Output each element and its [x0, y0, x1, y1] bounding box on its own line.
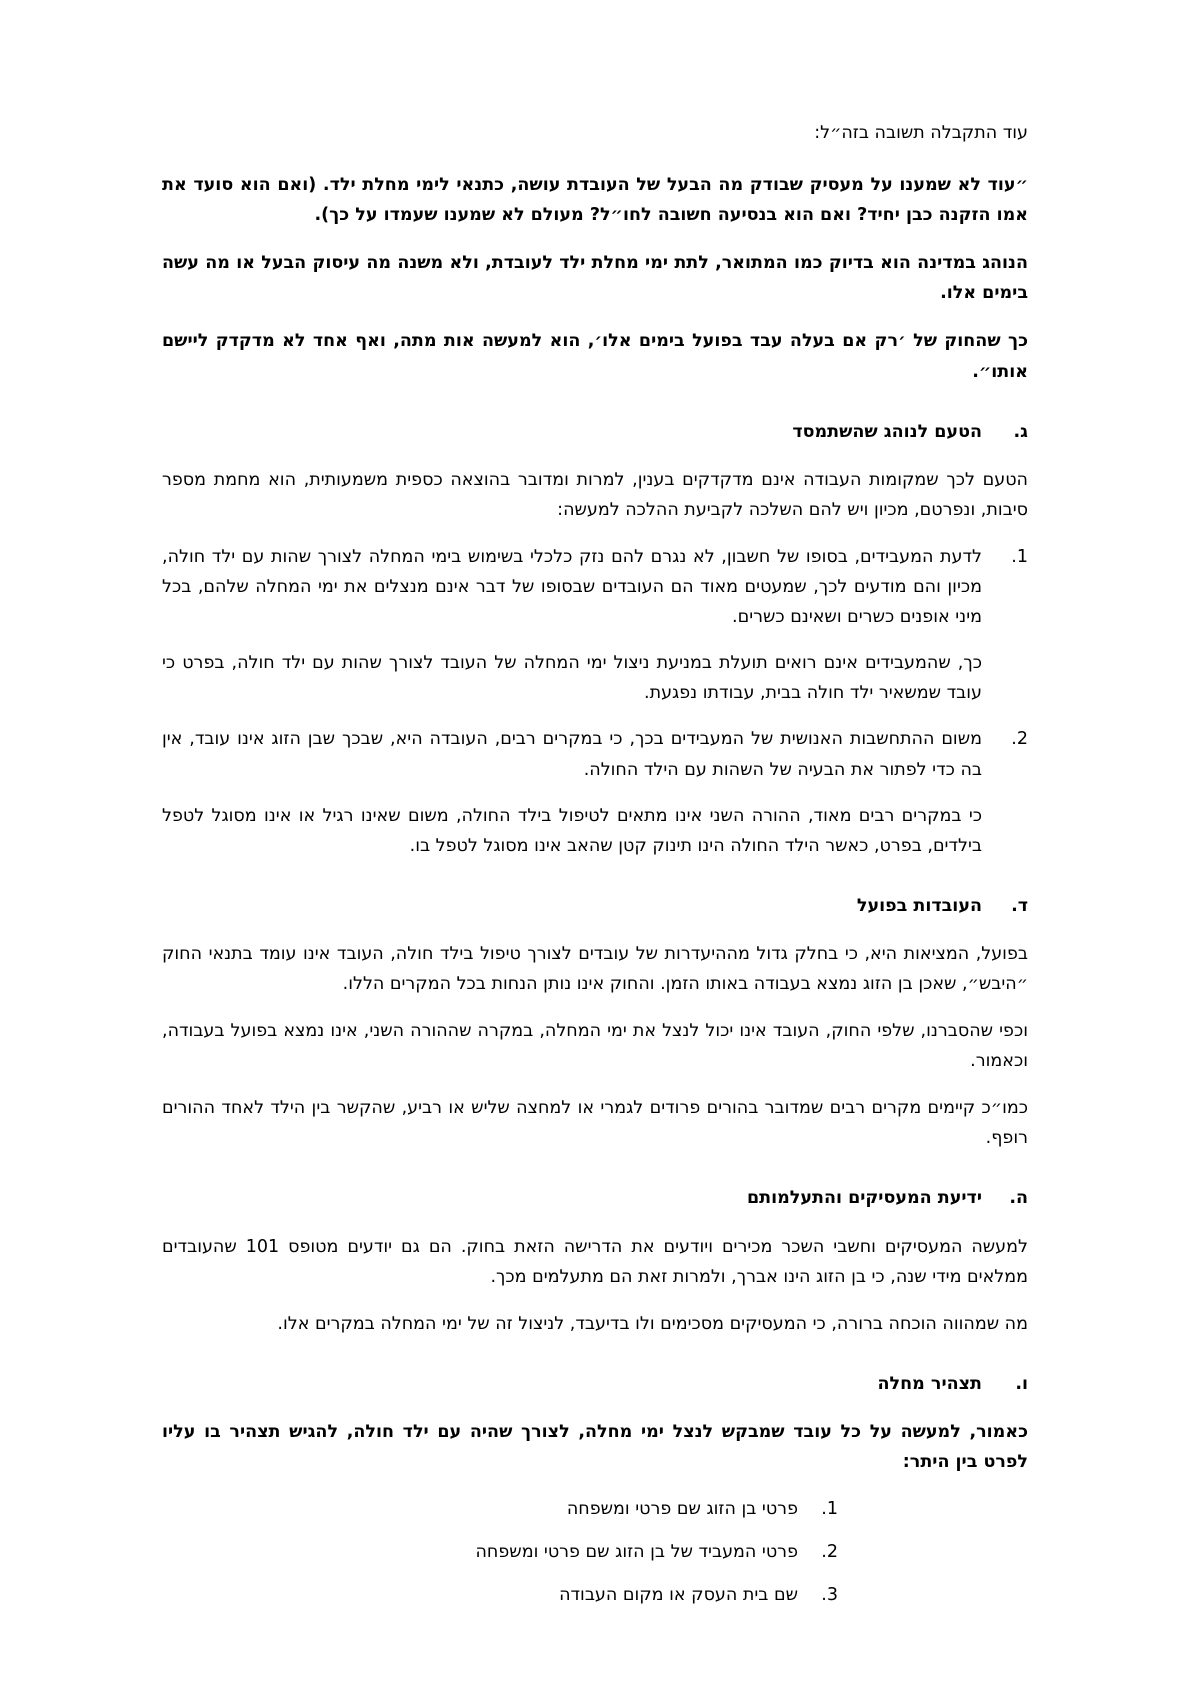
section-body-dalet — [162, 939, 1028, 1154]
list-item-text: לדעת המעבידים, בסופו של חשבון, לא נגרם להם נזק כלכלי בשימוש בימי המחלה לצורך שהות עם ילד חולה, מכיון והם מודעים לכך, שמעטים מאוד הם העובדים שבסופו של דבר אינם מנצלים את ימי המחלה שלהם, בכל מיני אופנים כשרים ושאינם כשרים. — [162, 546, 982, 628]
section-heading-dalet — [162, 891, 1028, 921]
section-body-gimel — [162, 465, 1028, 861]
list-item — [162, 1580, 1028, 1610]
section-he-paragraph-1: למעשה המעסיקים וחשבי השכר מכירים ויודעים את הדרישה הזאת בחוק. הם גם יודעים מטופס 101 שהעובדים ממלאים מידי שנה, כי בן הזוג הינו אברך, ולמרות זאת הם מתעלמים מכך. — [162, 1236, 1028, 1287]
section-marker-vav: ו. — [1015, 1373, 1028, 1394]
list-item-number: 2. — [821, 1542, 838, 1563]
section-he-paragraph-2: מה שמהווה הוכחה ברורה, כי המעסיקים מסכימים ולו בדיעבד, לניצול זה של ימי המחלה במקרים אלו. — [277, 1313, 1028, 1334]
section-marker-he: ה. — [1009, 1188, 1028, 1209]
quote-paragraph-1: ״עוד לא שמענו על מעסיק שבודק מה הבעל של העובדת עושה, כתנאי לימי מחלת ילד. (ואם הוא סועד את אמו הזקנה כבן יחיד? ואם הוא בנסיעה חשובה לחו״ל? מעולם לא שמענו שעמדו על כך). — [162, 175, 1028, 226]
list-item — [162, 542, 1028, 632]
section-dalet-paragraph-3: כמו״כ קיימים מקרים רבים שמדובר בהורים פרודים לגמרי או למחצה שליש או רביע, שהקשר בין הילד לאחד ההורים רופף. — [162, 1098, 1028, 1149]
section-marker-dalet: ד. — [1011, 895, 1028, 916]
section-vav-bold-lead: כאמור, למעשה על כל עובד שמבקש לנצל ימי מחלה, לצורך שהיה עם ילד חולה, להגיש תצהיר בו עליו לפרט בין היתר: — [162, 1421, 1028, 1472]
section-heading-gimel — [162, 417, 1028, 447]
section-marker-gimel: ג. — [1013, 421, 1028, 442]
document-body — [162, 118, 1028, 1610]
section-body-he — [162, 1232, 1028, 1339]
section-title-dalet: העובדות בפועל — [856, 895, 982, 916]
section-dalet-paragraph-2: וכפי שהסברנו, שלפי החוק, העובד אינו יכול לנצל את ימי המחלה, במקרה שההורה השני, אינו נמצא בפועל בעבודה, וכאמור. — [162, 1021, 1028, 1072]
section-gimel-lead: הטעם לכך שמקומות העבודה אינם מדקדקים בענין, למרות ומדובר בהוצאה כספית משמעותית, הוא מחמת מספר סיבות, ונפרטם, מכיון ויש להם השלכה לקביעת ההלכה למעשה: — [162, 469, 1028, 520]
section-dalet-paragraph-1: בפועל, המציאות היא, כי בחלק גדול מההיעדרות של עובדים לצורך טיפול בילד חולה, העובד אינו עומד בתנאי החוק ״היבש״, שאכן בן הזוג נמצא בעבודה באותו הזמן. והחוק אינו נותן הנחות בכל המקרים הללו. — [162, 943, 1028, 994]
section-heading-he — [162, 1183, 1028, 1213]
list-item-followup: כך, שהמעבידים אינם רואים תועלת במניעת ניצול ימי המחלה של העובד לצורך שהות עם ילד חולה, בפרט כי עובד שמשאיר ילד חולה בבית, עבודתו נפגעת. — [162, 653, 982, 704]
section-heading-vav — [162, 1369, 1028, 1399]
list-item-number: 1. — [821, 1499, 838, 1520]
section-title-he: ידיעת המעסיקים והתעלמותם — [746, 1188, 982, 1209]
list-item-text: פרטי בן הזוג שם פרטי ומשפחה — [566, 1499, 798, 1520]
list-item-number: 1. — [1011, 546, 1028, 567]
section-title-gimel: הטעם לנוהג שהשתמסד — [792, 421, 982, 442]
quote-paragraph-3: כך שהחוק של ׳רק אם בעלה עבד בפועל בימים אלו׳, הוא למעשה אות מתה, ואף אחד לא מדקדק ליישם אותו״. — [162, 331, 1028, 382]
declaration-list — [162, 1494, 1028, 1610]
list-item-number: 3. — [821, 1585, 838, 1606]
section-title-vav: תצהיר מחלה — [877, 1373, 982, 1394]
intro-line: עוד התקבלה תשובה בזה״ל: — [814, 123, 1028, 143]
list-item — [162, 724, 1028, 784]
section-body-vav — [162, 1417, 1028, 1610]
quote-paragraph-2: הנוהג במדינה הוא בדיוק כמו המתואר, לתת ימי מחלת ילד לעובדת, ולא משנה מה עיסוק הבעל או מה עשה בימים אלו. — [162, 253, 1028, 304]
list-item-followup: כי במקרים רבים מאוד, ההורה השני אינו מתאים לטיפול בילד החולה, משום שאינו רגיל או אינו מסוגל לטפל בילדים, בפרט, כאשר הילד החולה הינו תינוק קטן שהאב אינו מסוגל לטפל בו. — [162, 805, 982, 856]
list-item-text: משום ההתחשבות האנושית של המעבידים בכך, כי במקרים רבים, העובדה היא, שבכך שבן הזוג אינו עובד, אין בה כדי לפתור את הבעיה של השהות עם הילד החולה. — [162, 729, 982, 780]
quoted-response-block — [162, 170, 1028, 387]
list-item-text: שם בית העסק או מקום העבודה — [559, 1585, 798, 1606]
list-item-number: 2. — [1011, 729, 1028, 750]
list-item — [162, 1537, 1028, 1567]
list-item-text: פרטי המעביד של בן הזוג שם פרטי ומשפחה — [475, 1542, 798, 1563]
list-item — [162, 1494, 1028, 1524]
